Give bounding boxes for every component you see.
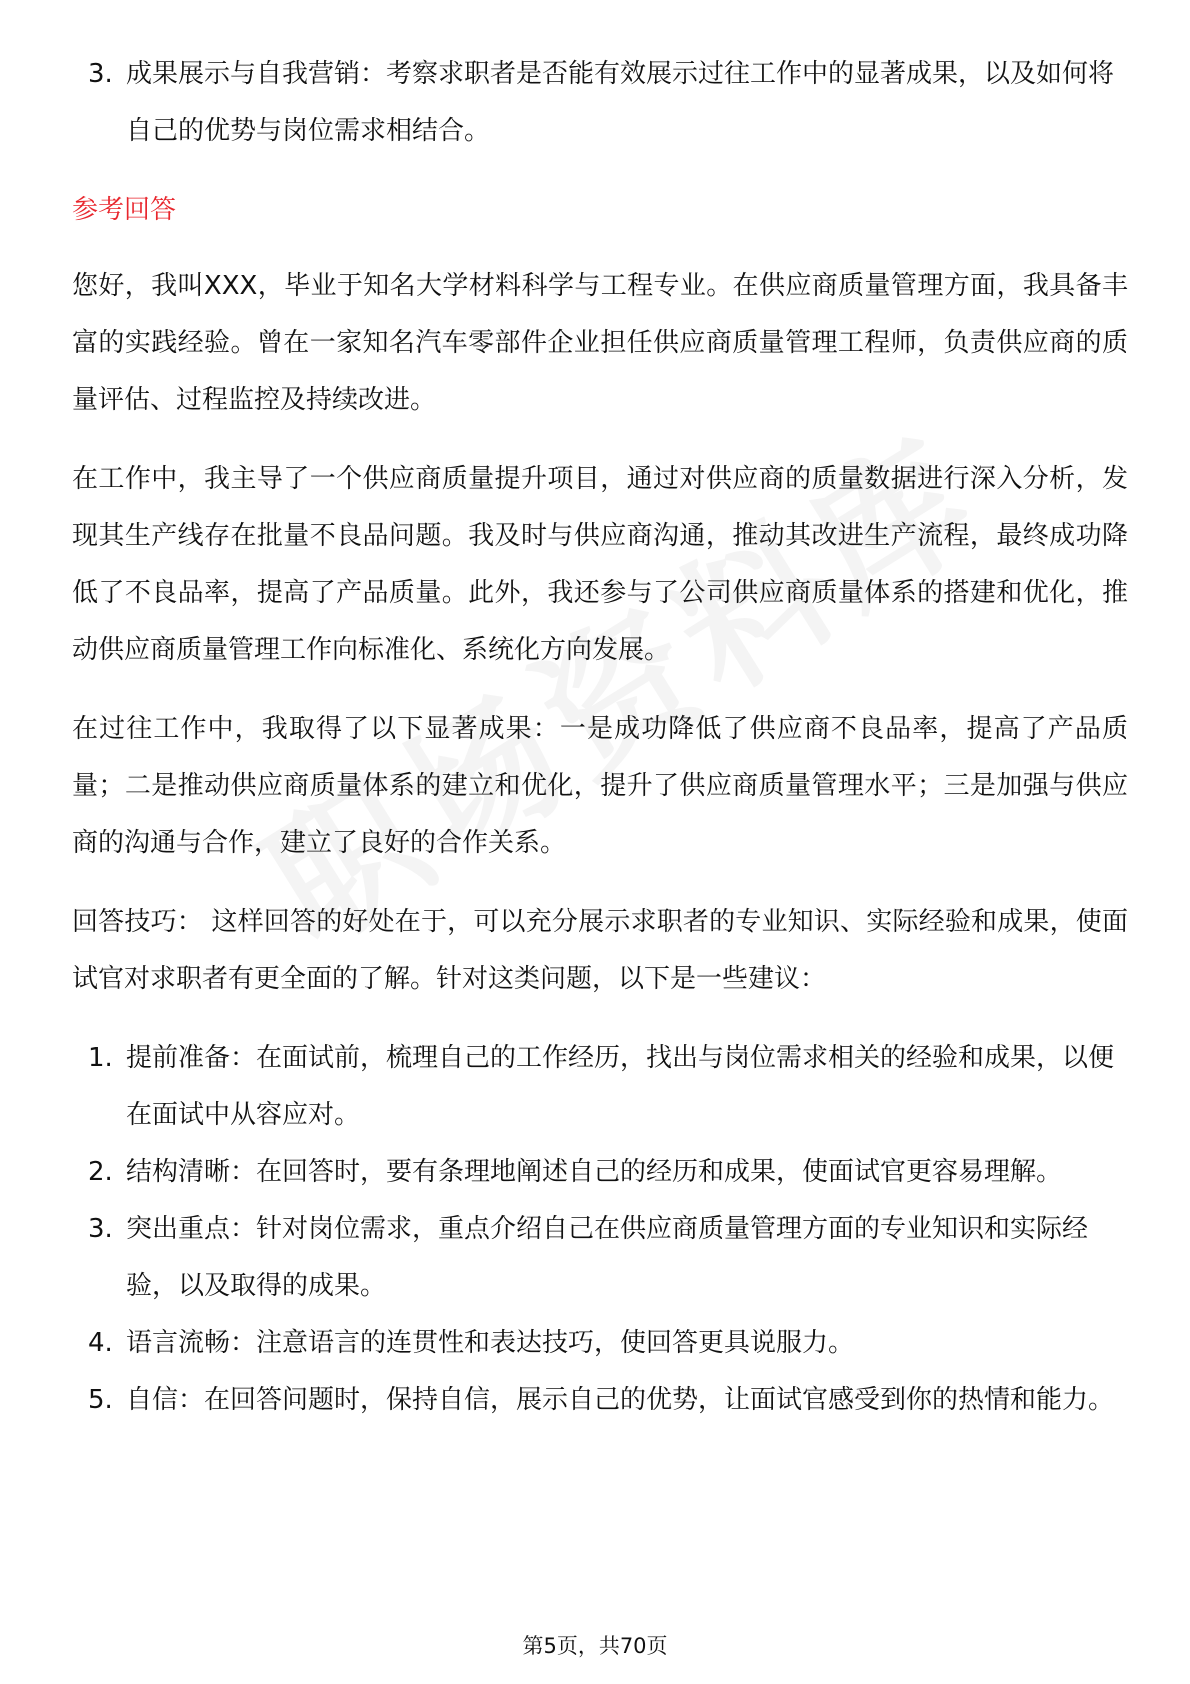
list-item bbox=[72, 1144, 1128, 1201]
list-item-text: 成果展示与自我营销：考察求职者是否能有效展示过往工作中的显著成果，以及如何将自己的优势与岗位需求相结合。 bbox=[126, 59, 1115, 146]
list-item-text: 语言流畅：注意语言的连贯性和表达技巧，使回答更具说服力。 bbox=[126, 1328, 855, 1358]
list-item bbox=[72, 1201, 1128, 1315]
list-item-number: 3. bbox=[88, 1214, 113, 1244]
list-item bbox=[72, 1372, 1128, 1429]
answer-paragraph-2: 在工作中，我主导了一个供应商质量提升项目，通过对供应商的质量数据进行深入分析，发现其生产线存在批量不良品问题。我及时与供应商沟通，推动其改进生产流程，最终成功降低了不良品率，提高了产品质量。此外，我还参与了公司供应商质量体系的搭建和优化，推动供应商质量管理工作向标准化、系统化方向发展。 bbox=[72, 464, 1128, 665]
list-item-number: 2. bbox=[88, 1157, 113, 1187]
section-heading: 参考回答 bbox=[72, 195, 177, 225]
list-item bbox=[72, 1030, 1128, 1144]
list-item-number: 1. bbox=[88, 1043, 113, 1073]
list-item-number: 3. bbox=[88, 59, 113, 89]
list-item-number: 5. bbox=[88, 1385, 113, 1415]
list-item-text: 突出重点：针对岗位需求，重点介绍自己在供应商质量管理方面的专业知识和实际经验，以及取得的成果。 bbox=[126, 1214, 1089, 1301]
list-item bbox=[72, 46, 1128, 160]
list-item-text: 自信：在回答问题时，保持自信，展示自己的优势，让面试官感受到你的热情和能力。 bbox=[126, 1385, 1115, 1415]
tips-list bbox=[72, 1030, 1128, 1429]
page-number-footer: 第5页，共70页 bbox=[522, 1634, 668, 1658]
list-item-number: 4. bbox=[88, 1328, 113, 1358]
answer-paragraph-1: 您好，我叫XXX，毕业于知名大学材料科学与工程专业。在供应商质量管理方面，我具备丰富的实践经验。曾在一家知名汽车零部件企业担任供应商质量管理工程师，负责供应商的质量评估、过程监控及持续改进。 bbox=[72, 271, 1128, 415]
list-item bbox=[72, 1315, 1128, 1372]
document-page bbox=[72, 60, 1128, 1429]
tips-intro-paragraph: 回答技巧： 这样回答的好处在于，可以充分展示求职者的专业知识、实际经验和成果，使面试官对求职者有更全面的了解。针对这类问题，以下是一些建议： bbox=[72, 907, 1128, 994]
answer-paragraph-3: 在过往工作中，我取得了以下显著成果：一是成功降低了供应商不良品率，提高了产品质量；二是推动供应商质量体系的建立和优化，提升了供应商质量管理水平；三是加强与供应商的沟通与合作，建立了良好的合作关系。 bbox=[72, 714, 1128, 858]
list-item-text: 提前准备：在面试前，梳理自己的工作经历，找出与岗位需求相关的经验和成果，以便在面试中从容应对。 bbox=[126, 1043, 1115, 1130]
list-item-text: 结构清晰：在回答时，要有条理地阐述自己的经历和成果，使面试官更容易理解。 bbox=[126, 1157, 1063, 1187]
intro-list bbox=[72, 46, 1128, 160]
